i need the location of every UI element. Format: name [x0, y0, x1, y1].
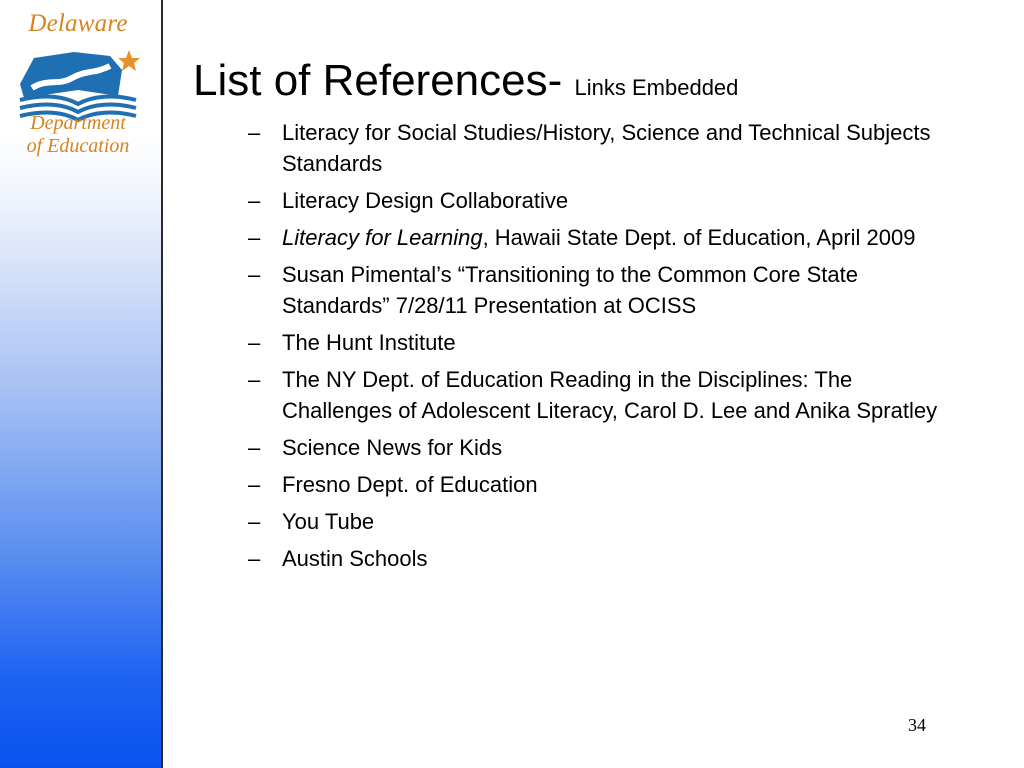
reference-link[interactable]: Austin Schools: [282, 546, 428, 571]
logo-wordmark-bottom: [14, 112, 142, 158]
reference-item[interactable]: [248, 432, 968, 463]
dash-bullet: –: [248, 330, 261, 355]
reference-item[interactable]: [248, 327, 968, 358]
dash-bullet: –: [248, 262, 261, 287]
reference-link[interactable]: The Hunt Institute: [282, 330, 456, 355]
reference-item[interactable]: [248, 543, 968, 574]
reference-link-italic[interactable]: Literacy for Learning: [282, 225, 483, 250]
logo-line-department: Department: [30, 112, 126, 134]
reference-link[interactable]: Literacy Design Collaborative: [282, 188, 569, 213]
title-subtitle: Links Embedded: [574, 75, 739, 100]
reference-item[interactable]: [248, 469, 968, 500]
reference-item[interactable]: [248, 259, 968, 321]
reference-item[interactable]: [248, 117, 968, 179]
reference-item[interactable]: [248, 506, 968, 537]
delaware-doe-logo: [14, 10, 142, 164]
reference-link[interactable]: , Hawaii State Dept. of Education, April 2009: [482, 225, 916, 250]
reference-item[interactable]: [248, 364, 968, 426]
reference-link[interactable]: Susan Pimental’s “Transitioning to the Common Core State Standards” 7/28/11 Presentation at OCISS: [282, 262, 858, 318]
dash-bullet: –: [248, 435, 261, 460]
reference-link[interactable]: Science News for Kids: [282, 435, 503, 460]
logo-line-education: of Education: [26, 135, 130, 157]
book-river-icon: [14, 44, 142, 122]
sidebar-gradient: [0, 0, 163, 768]
reference-item[interactable]: [248, 222, 968, 253]
reference-link[interactable]: The NY Dept. of Education Reading in the Disciplines: The Challenges of Adolescent Literacy, Carol D. Lee and Anika Spratley: [282, 367, 938, 423]
page-number: 34: [908, 715, 926, 735]
reference-link[interactable]: Literacy for Social Studies/History, Science and Technical Subjects Standards: [282, 120, 931, 176]
dash-bullet: –: [248, 472, 261, 497]
dash-bullet: –: [248, 509, 261, 534]
reference-list: [248, 117, 968, 580]
reference-link[interactable]: You Tube: [282, 509, 375, 534]
slide-title: [193, 56, 738, 113]
logo-wordmark-top: Delaware: [28, 10, 128, 37]
dash-bullet: –: [248, 225, 261, 250]
reference-link[interactable]: Fresno Dept. of Education: [282, 472, 538, 497]
star-icon: [118, 50, 140, 71]
dash-bullet: –: [248, 120, 261, 145]
dash-bullet: –: [248, 367, 261, 392]
title-text: List of References-: [193, 56, 563, 105]
dash-bullet: –: [248, 546, 261, 571]
dash-bullet: –: [248, 188, 261, 213]
reference-item[interactable]: [248, 185, 968, 216]
